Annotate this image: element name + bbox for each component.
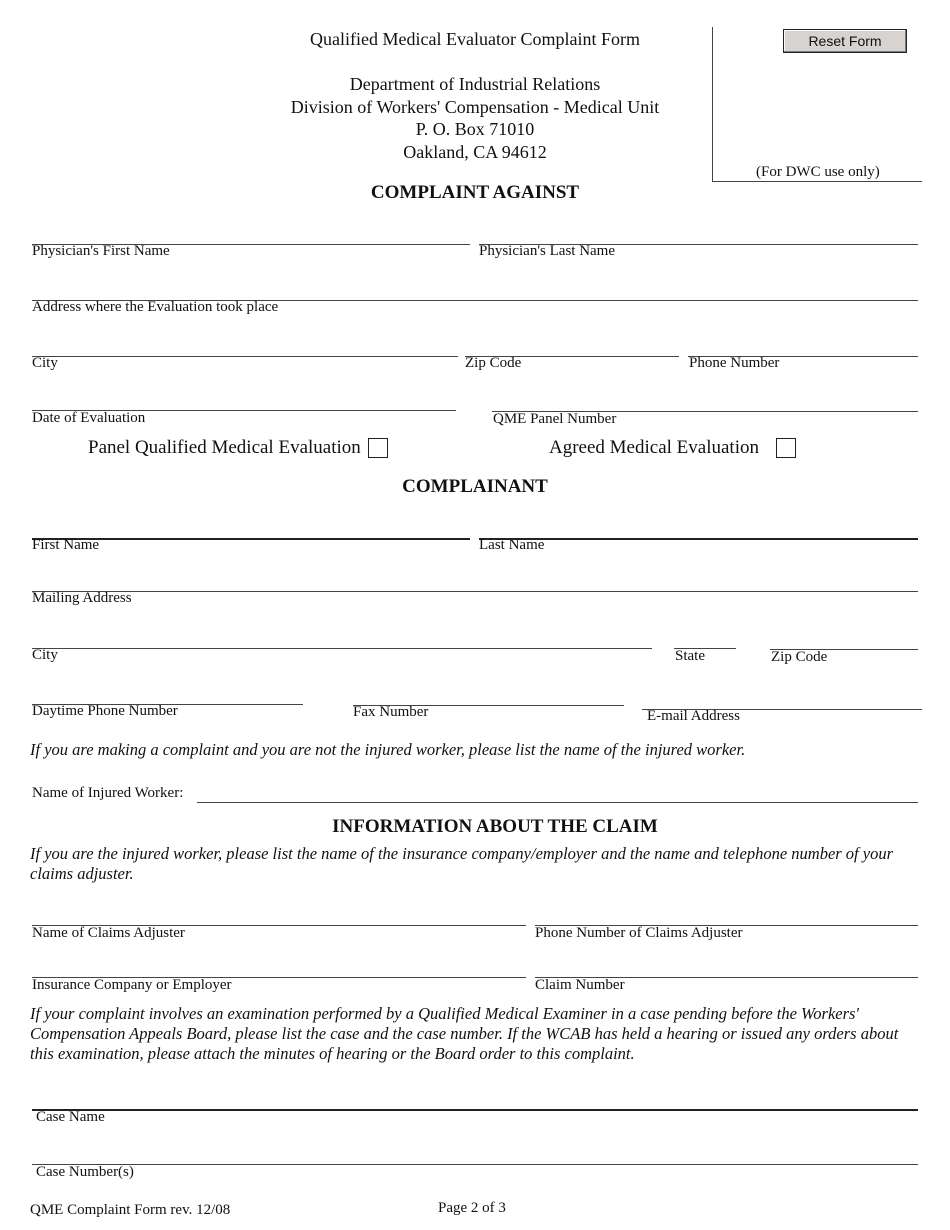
evaluation-zip-label: Zip Code [465,355,522,371]
evaluation-address-input[interactable] [32,281,920,299]
qme-panel-number-label: QME Panel Number [493,411,617,427]
panel-qme-label: Panel Qualified Medical Evaluation [88,437,361,458]
complainant-zip-input[interactable] [770,630,920,648]
mailing-address-label: Mailing Address [32,590,132,606]
case-name-label: Case Name [36,1109,105,1125]
evaluation-zip-input[interactable] [465,337,681,355]
case-numbers-label: Case Number(s) [36,1164,134,1180]
form-revision: QME Complaint Form rev. 12/08 [30,1202,231,1218]
email-address-input[interactable] [642,690,924,708]
claim-number-label: Claim Number [535,977,625,993]
complaint-against-heading: COMPLAINT AGAINST [370,182,580,203]
daytime-phone-label: Daytime Phone Number [32,703,178,719]
field-underline [479,538,918,540]
dept-line-1: Department of Industrial Relations [349,74,601,94]
date-of-evaluation-label: Date of Evaluation [32,410,146,426]
dept-line-3: P. O. Box 71010 [415,119,535,139]
department-address [250,73,700,163]
reset-form-button[interactable]: Reset Form [783,29,907,53]
physician-phone-input[interactable] [688,337,920,355]
complainant-first-name-input[interactable] [32,519,472,537]
field-underline [32,591,918,592]
injured-worker-input[interactable] [197,782,920,800]
claim-number-input[interactable] [535,958,920,976]
qme-panel-number-input[interactable] [492,392,920,410]
claim-info-note: If you are the injured worker, please list the name of the insurance company/employer and the name and telephone number of your claims adjuster. [30,844,894,883]
dwc-box-underline [712,181,922,182]
field-underline [32,1164,918,1165]
field-underline [32,648,652,649]
complainant-zip-label: Zip Code [771,649,828,665]
page-number: Page 2 of 3 [438,1200,506,1216]
evaluation-city-label: City [32,355,58,371]
claims-adjuster-name-input[interactable] [32,906,528,924]
injured-worker-label: Name of Injured Worker: [32,785,184,801]
complainant-last-name-input[interactable] [479,519,920,537]
date-of-evaluation-input[interactable] [32,391,458,409]
fax-number-input[interactable] [353,686,626,704]
agreed-me-checkbox[interactable] [776,438,796,458]
claims-adjuster-phone-input[interactable] [535,906,920,924]
complainant-state-input[interactable] [674,629,738,647]
complainant-heading: COMPLAINANT [402,476,548,497]
complainant-last-name-label: Last Name [479,537,545,553]
physician-last-name-label: Physician's Last Name [479,243,616,259]
case-name-input[interactable] [32,1090,920,1108]
dept-line-2: Division of Workers' Compensation - Medical Unit [290,96,660,117]
physician-phone-label: Phone Number [689,355,780,371]
dwc-box-border [712,27,713,181]
form-title: Qualified Medical Evaluator Complaint Form [310,29,640,49]
claims-adjuster-phone-label: Phone Number of Claims Adjuster [535,925,743,941]
dept-line-4: Oakland, CA 94612 [403,141,547,162]
insurance-company-label: Insurance Company or Employer [32,977,232,993]
field-underline [32,1109,918,1111]
mailing-address-input[interactable] [32,572,920,590]
daytime-phone-input[interactable] [32,685,305,703]
evaluation-city-input[interactable] [32,337,460,355]
physician-first-name-input[interactable] [32,225,472,243]
physician-last-name-input[interactable] [479,225,919,243]
email-address-label: E-mail Address [647,708,740,724]
complainant-state-label: State [675,648,705,664]
panel-qme-checkbox[interactable] [368,438,388,458]
wcab-note: If your complaint involves an examination performed by a Qualified Medical Examiner in a case pending before the Workers' Compensation Appeals Board, please list the case and the case number. If the WCAB has held a hearing or issued any orders about this examination, please attach the minutes of hearing or the Board order to this complaint. [30,1004,899,1063]
injured-worker-note: If you are making a complaint and you are not the injured worker, please list the name of the injured worker. [30,740,746,759]
claim-info-heading: INFORMATION ABOUT THE CLAIM [332,816,658,837]
complainant-first-name-label: First Name [32,537,100,553]
fax-number-label: Fax Number [353,704,429,720]
complainant-city-label: City [32,647,58,663]
complainant-city-input[interactable] [32,629,654,647]
evaluation-address-label: Address where the Evaluation took place [32,299,279,315]
claims-adjuster-name-label: Name of Claims Adjuster [32,925,185,941]
field-underline [32,356,458,357]
physician-first-name-label: Physician's First Name [32,243,170,259]
field-underline [197,802,918,803]
dwc-use-label: (For DWC use only) [756,164,880,180]
case-numbers-input[interactable] [32,1145,920,1163]
agreed-me-label: Agreed Medical Evaluation [549,437,759,458]
insurance-company-input[interactable] [32,958,528,976]
